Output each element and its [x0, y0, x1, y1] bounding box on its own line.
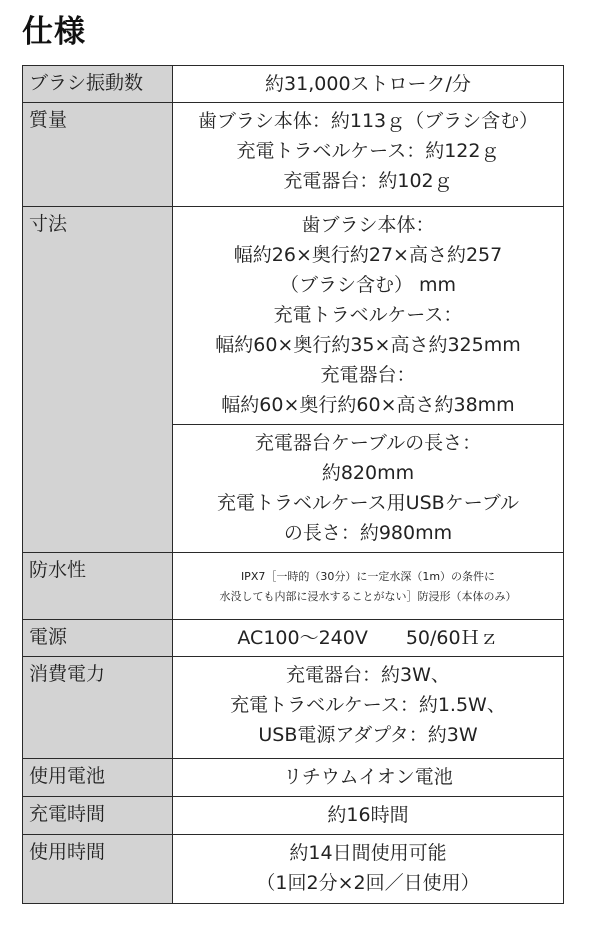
value-line: 歯ブラシ本体： — [301, 214, 435, 236]
spec-label: 使用時間 — [23, 835, 173, 904]
spec-value — [173, 207, 564, 425]
value-line: 充電器台：約3W、 — [286, 664, 450, 686]
value-line: 約16時間 — [327, 804, 409, 826]
spec-row-power-source — [23, 620, 564, 657]
spec-label: 寸法 — [23, 207, 173, 553]
value-line: 充電器台：約102ｇ — [283, 170, 453, 192]
value-line: 幅約60×奥行約35×高さ約325mm — [215, 334, 521, 356]
value-line: 幅約26×奥行約27×高さ約257 — [233, 244, 503, 266]
spec-row-usage-time — [23, 835, 564, 904]
value-line: 充電トラベルケース：約122ｇ — [236, 140, 500, 162]
value-line: AC100～240V 50/60Ｈｚ — [237, 627, 499, 649]
spec-value — [173, 759, 564, 797]
value-line: （ブラシ含む） mm — [279, 274, 457, 296]
spec-label: 消費電力 — [23, 657, 173, 759]
spec-value — [173, 425, 564, 553]
value-line: リチウムイオン電池 — [283, 766, 453, 788]
spec-table — [22, 65, 564, 904]
value-line: 充電トラベルケース用USBケーブル — [217, 492, 519, 514]
value-line: 充電トラベルケース： — [273, 304, 463, 326]
value-line: 約820mm — [321, 462, 415, 484]
spec-value — [173, 553, 564, 620]
spec-row-weight — [23, 103, 564, 207]
spec-row-waterproof — [23, 553, 564, 620]
value-line: （1回2分×2回／日使用） — [256, 872, 480, 894]
value-line: 約14日間使用可能 — [289, 842, 447, 864]
spec-label: 電源 — [23, 620, 173, 657]
value-line: IPX7［一時的（30分）に一定水深（1m）の条件に — [240, 570, 496, 583]
spec-row-brush-vibration — [23, 66, 564, 103]
spec-row-battery — [23, 759, 564, 797]
value-line: 充電器台ケーブルの長さ： — [254, 432, 482, 454]
value-line: 充電トラベルケース：約1.5W、 — [230, 694, 506, 716]
spec-value — [173, 620, 564, 657]
spec-label: 充電時間 — [23, 797, 173, 835]
value-line: 歯ブラシ本体：約113ｇ（ブラシ含む） — [197, 110, 539, 132]
spec-label: ブラシ振動数 — [23, 66, 173, 103]
spec-row-dimensions — [23, 207, 564, 425]
value-line: 約31,000ストローク/分 — [265, 73, 471, 95]
page-title: 仕様 — [22, 14, 86, 50]
spec-label: 防水性 — [23, 553, 173, 620]
spec-row-charging-time — [23, 797, 564, 835]
spec-value — [173, 103, 564, 207]
spec-value — [173, 835, 564, 904]
spec-row-power-consumption — [23, 657, 564, 759]
spec-label: 質量 — [23, 103, 173, 207]
value-line: の長さ：約980mm — [283, 522, 453, 544]
spec-value — [173, 657, 564, 759]
spec-value — [173, 66, 564, 103]
spec-label: 使用電池 — [23, 759, 173, 797]
spec-value — [173, 797, 564, 835]
value-line: 充電器台： — [320, 364, 416, 386]
value-line: USB電源アダプタ：約3W — [258, 724, 478, 746]
value-line: 幅約60×奥行約60×高さ約38mm — [221, 394, 515, 416]
value-line: 水没しても内部に浸水することがない］防浸形（本体のみ） — [219, 590, 517, 603]
